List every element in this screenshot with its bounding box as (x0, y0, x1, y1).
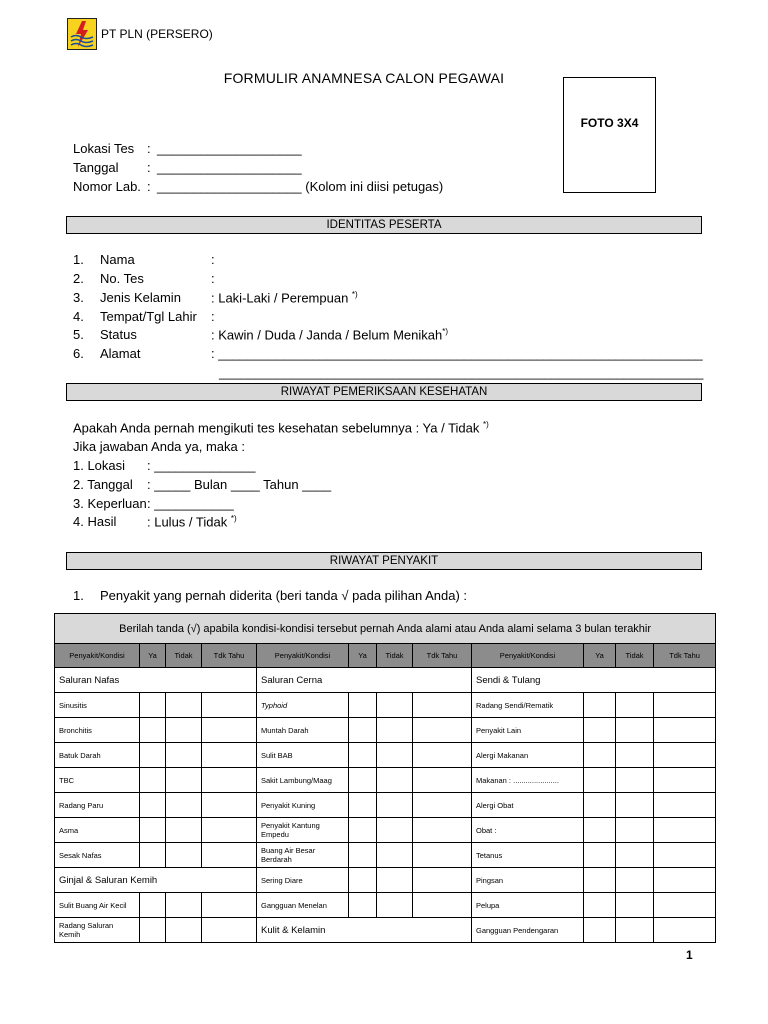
check-cell-tidak[interactable] (616, 743, 654, 768)
condition-label: Sesak Nafas (55, 843, 140, 868)
disease-table (54, 613, 716, 943)
check-cell-tdk-tahu[interactable] (202, 693, 257, 718)
table-row (55, 868, 716, 893)
check-cell-tidak[interactable] (616, 693, 654, 718)
check-cell-tidak[interactable] (616, 843, 654, 868)
condition-label: Tetanus (472, 843, 584, 868)
check-cell-tdk-tahu[interactable] (413, 893, 472, 918)
table-group-row (55, 668, 716, 693)
condition-label: Sulit Buang Air Kecil (55, 893, 140, 918)
check-cell-tdk-tahu[interactable] (654, 868, 716, 893)
condition-label: Sakit Lambung/Maag (257, 768, 349, 793)
condition-label: Pingsan (472, 868, 584, 893)
check-cell-tdk-tahu[interactable] (413, 793, 472, 818)
check-cell-tdk-tahu[interactable] (202, 718, 257, 743)
field-tanggal[interactable]: Tanggal : ____________________ (73, 160, 302, 175)
table-header: Ya (584, 644, 616, 668)
group-kulit-kelamin: Kulit & Kelamin (257, 918, 472, 943)
check-cell-tdk-tahu[interactable] (654, 843, 716, 868)
check-cell-tidak[interactable] (166, 893, 202, 918)
condition-label: Alergi Makanan (472, 743, 584, 768)
check-cell-ya[interactable] (349, 843, 377, 868)
table-row (55, 918, 716, 943)
condition-label: Obat : (472, 818, 584, 843)
check-cell-tidak[interactable] (616, 793, 654, 818)
pemeriksaan-hasil[interactable]: 4. Hasil : Lulus / Tidak *) (73, 514, 237, 530)
table-header: Tdk Tahu (413, 644, 472, 668)
check-cell-ya[interactable] (140, 768, 166, 793)
check-cell-tidak[interactable] (616, 893, 654, 918)
check-cell-ya[interactable] (584, 793, 616, 818)
condition-label: Sering Diare (257, 868, 349, 893)
check-cell-tdk-tahu[interactable] (654, 693, 716, 718)
check-cell-tidak[interactable] (616, 918, 654, 943)
check-cell-tdk-tahu[interactable] (413, 718, 472, 743)
table-header: Tidak (166, 644, 202, 668)
check-cell-tidak[interactable] (377, 868, 413, 893)
field-nomor-lab[interactable]: Nomor Lab. : ____________________ (Kolom ini diisi petugas) (73, 179, 444, 194)
check-cell-ya[interactable] (140, 893, 166, 918)
condition-label: Sulit BAB (257, 743, 349, 768)
check-cell-ya[interactable] (349, 793, 377, 818)
table-header: Tdk Tahu (202, 644, 257, 668)
table-row (55, 793, 716, 818)
condition-label: Typhoid (257, 693, 349, 718)
condition-label: Pelupa (472, 893, 584, 918)
check-cell-tidak[interactable] (166, 793, 202, 818)
check-cell-tdk-tahu[interactable] (413, 693, 472, 718)
check-cell-ya[interactable] (584, 918, 616, 943)
check-cell-tidak[interactable] (377, 718, 413, 743)
check-cell-tidak[interactable] (616, 718, 654, 743)
check-cell-tdk-tahu[interactable] (202, 818, 257, 843)
pemeriksaan-question: Apakah Anda pernah mengikuti tes kesehatan sebelumnya : Ya / Tidak *) (73, 420, 489, 436)
ident-row-no-tes[interactable]: 2. No. Tes : (73, 271, 215, 286)
pemeriksaan-lokasi[interactable]: 1. Lokasi : ______________ (73, 458, 256, 473)
table-row (55, 818, 716, 843)
check-cell-tidak[interactable] (377, 843, 413, 868)
section-identitas: IDENTITAS PESERTA (66, 216, 702, 234)
check-cell-ya[interactable] (349, 768, 377, 793)
check-cell-tidak[interactable] (377, 793, 413, 818)
check-cell-ya[interactable] (584, 743, 616, 768)
condition-label: Penyakit Kuning (257, 793, 349, 818)
condition-label: Gangguan Menelan (257, 893, 349, 918)
check-cell-tidak[interactable] (377, 768, 413, 793)
check-cell-ya[interactable] (140, 718, 166, 743)
check-cell-tidak[interactable] (166, 818, 202, 843)
check-cell-ya[interactable] (349, 693, 377, 718)
pemeriksaan-tanggal[interactable]: 2. Tanggal : _____ Bulan ____ Tahun ____ (73, 477, 332, 492)
check-cell-ya[interactable] (140, 793, 166, 818)
check-cell-tdk-tahu[interactable] (654, 893, 716, 918)
table-header: Tidak (377, 644, 413, 668)
condition-label: Radang Paru (55, 793, 140, 818)
check-cell-tdk-tahu[interactable] (654, 768, 716, 793)
field-lokasi-tes[interactable]: Lokasi Tes : ____________________ (73, 141, 302, 156)
pln-lightning-logo-icon (67, 18, 97, 50)
check-cell-tidak[interactable] (616, 818, 654, 843)
check-cell-ya[interactable] (140, 818, 166, 843)
group-sendi-tulang: Sendi & Tulang (472, 668, 716, 693)
check-cell-ya[interactable] (349, 893, 377, 918)
table-header: Penyakit/Kondisi (257, 644, 349, 668)
check-cell-ya[interactable] (584, 693, 616, 718)
section-riwayat-penyakit: RIWAYAT PENYAKIT (66, 552, 702, 570)
check-cell-ya[interactable] (140, 918, 166, 943)
ident-row-nama[interactable]: 1. Nama : (73, 252, 215, 267)
condition-label: TBC (55, 768, 140, 793)
ident-row-tempat-tgl-lahir[interactable]: 4. Tempat/Tgl Lahir : (73, 309, 215, 324)
check-cell-tidak[interactable] (616, 768, 654, 793)
ident-row-status[interactable]: 5. Status : Kawin / Duda / Janda / Belum Menikah*) (73, 327, 449, 343)
check-cell-ya[interactable] (349, 718, 377, 743)
condition-label: Gangguan Pendengaran (472, 918, 584, 943)
company-name: PT PLN (PERSERO) (101, 27, 213, 41)
check-cell-ya[interactable] (584, 768, 616, 793)
check-cell-tdk-tahu[interactable] (202, 843, 257, 868)
table-row (55, 693, 716, 718)
table-row (55, 718, 716, 743)
check-cell-ya[interactable] (140, 743, 166, 768)
check-cell-ya[interactable] (349, 868, 377, 893)
check-cell-tdk-tahu[interactable] (202, 793, 257, 818)
check-cell-tdk-tahu[interactable] (654, 818, 716, 843)
table-row (55, 743, 716, 768)
table-header: Tdk Tahu (654, 644, 716, 668)
table-row (55, 893, 716, 918)
table-header: Ya (349, 644, 377, 668)
condition-label: Alergi Obat (472, 793, 584, 818)
pemeriksaan-keperluan[interactable]: 3. Keperluan: ___________ (73, 496, 234, 511)
alamat-line-2[interactable]: ___________________________________________________________________ (219, 365, 704, 380)
page-number: 1 (686, 948, 693, 962)
check-cell-ya[interactable] (140, 693, 166, 718)
condition-label: Muntah Darah (257, 718, 349, 743)
condition-label: Penyakit Lain (472, 718, 584, 743)
check-cell-ya[interactable] (584, 868, 616, 893)
table-row (55, 768, 716, 793)
check-cell-tdk-tahu[interactable] (202, 768, 257, 793)
table-header-row (55, 644, 716, 668)
check-cell-tidak[interactable] (377, 893, 413, 918)
check-cell-ya[interactable] (584, 818, 616, 843)
check-cell-tdk-tahu[interactable] (413, 768, 472, 793)
check-cell-ya[interactable] (584, 843, 616, 868)
check-cell-tidak[interactable] (377, 693, 413, 718)
condition-label: Batuk Darah (55, 743, 140, 768)
condition-label: Sinusitis (55, 693, 140, 718)
photo-label: FOTO 3X4 (580, 116, 639, 130)
condition-label: Asma (55, 818, 140, 843)
check-cell-tdk-tahu[interactable] (202, 918, 257, 943)
condition-label: Penyakit Kantung Empedu (257, 818, 349, 843)
table-header: Ya (140, 644, 166, 668)
ident-row-alamat[interactable]: 6. Alamat : ___________________________________________________________________ (73, 346, 703, 361)
table-header: Tidak (616, 644, 654, 668)
check-cell-tdk-tahu[interactable] (654, 718, 716, 743)
ident-row-jenis-kelamin[interactable]: 3. Jenis Kelamin : Laki-Laki / Perempuan *) (73, 290, 358, 306)
group-saluran-nafas: Saluran Nafas (55, 668, 257, 693)
check-cell-tdk-tahu[interactable] (654, 743, 716, 768)
check-cell-tidak[interactable] (166, 918, 202, 943)
condition-label: Bronchitis (55, 718, 140, 743)
photo-box (563, 77, 656, 193)
group-saluran-cerna: Saluran Cerna (257, 668, 472, 693)
table-row (55, 843, 716, 868)
check-cell-ya[interactable] (584, 718, 616, 743)
group-ginjal-saluran-kemih: Ginjal & Saluran Kemih (55, 868, 257, 893)
check-cell-tdk-tahu[interactable] (654, 918, 716, 943)
check-cell-tdk-tahu[interactable] (202, 893, 257, 918)
table-caption: Berilah tanda (√) apabila kondisi-kondisi tersebut pernah Anda alami atau Anda alami selama 3 bulan terakhir (55, 614, 716, 644)
check-cell-tidak[interactable] (377, 818, 413, 843)
penyakit-question: 1. Penyakit yang pernah diderita (beri tanda √ pada pilihan Anda) : (73, 588, 468, 603)
check-cell-ya[interactable] (349, 818, 377, 843)
check-cell-tidak[interactable] (166, 693, 202, 718)
check-cell-tidak[interactable] (616, 868, 654, 893)
condition-label: Radang Sendi/Rematik (472, 693, 584, 718)
section-riwayat-pemeriksaan: RIWAYAT PEMERIKSAAN KESEHATAN (66, 383, 702, 401)
check-cell-tidak[interactable] (166, 718, 202, 743)
check-cell-tdk-tahu[interactable] (413, 743, 472, 768)
check-cell-tidak[interactable] (377, 743, 413, 768)
check-cell-tidak[interactable] (166, 843, 202, 868)
check-cell-tidak[interactable] (166, 768, 202, 793)
check-cell-ya[interactable] (349, 743, 377, 768)
condition-label: Buang Air Besar Berdarah (257, 843, 349, 868)
condition-label: Makanan : ...................... (472, 768, 584, 793)
check-cell-ya[interactable] (584, 893, 616, 918)
condition-label: Radang Saluran Kemih (55, 918, 140, 943)
table-header: Penyakit/Kondisi (55, 644, 140, 668)
table-header: Penyakit/Kondisi (472, 644, 584, 668)
check-cell-tidak[interactable] (166, 743, 202, 768)
pemeriksaan-followup: Jika jawaban Anda ya, maka : (73, 439, 245, 454)
check-cell-tdk-tahu[interactable] (413, 818, 472, 843)
check-cell-tdk-tahu[interactable] (413, 843, 472, 868)
check-cell-tdk-tahu[interactable] (413, 868, 472, 893)
check-cell-ya[interactable] (140, 843, 166, 868)
table-caption-row (55, 614, 716, 644)
check-cell-tdk-tahu[interactable] (654, 793, 716, 818)
form-title: FORMULIR ANAMNESA CALON PEGAWAI (223, 70, 505, 86)
check-cell-tdk-tahu[interactable] (202, 743, 257, 768)
